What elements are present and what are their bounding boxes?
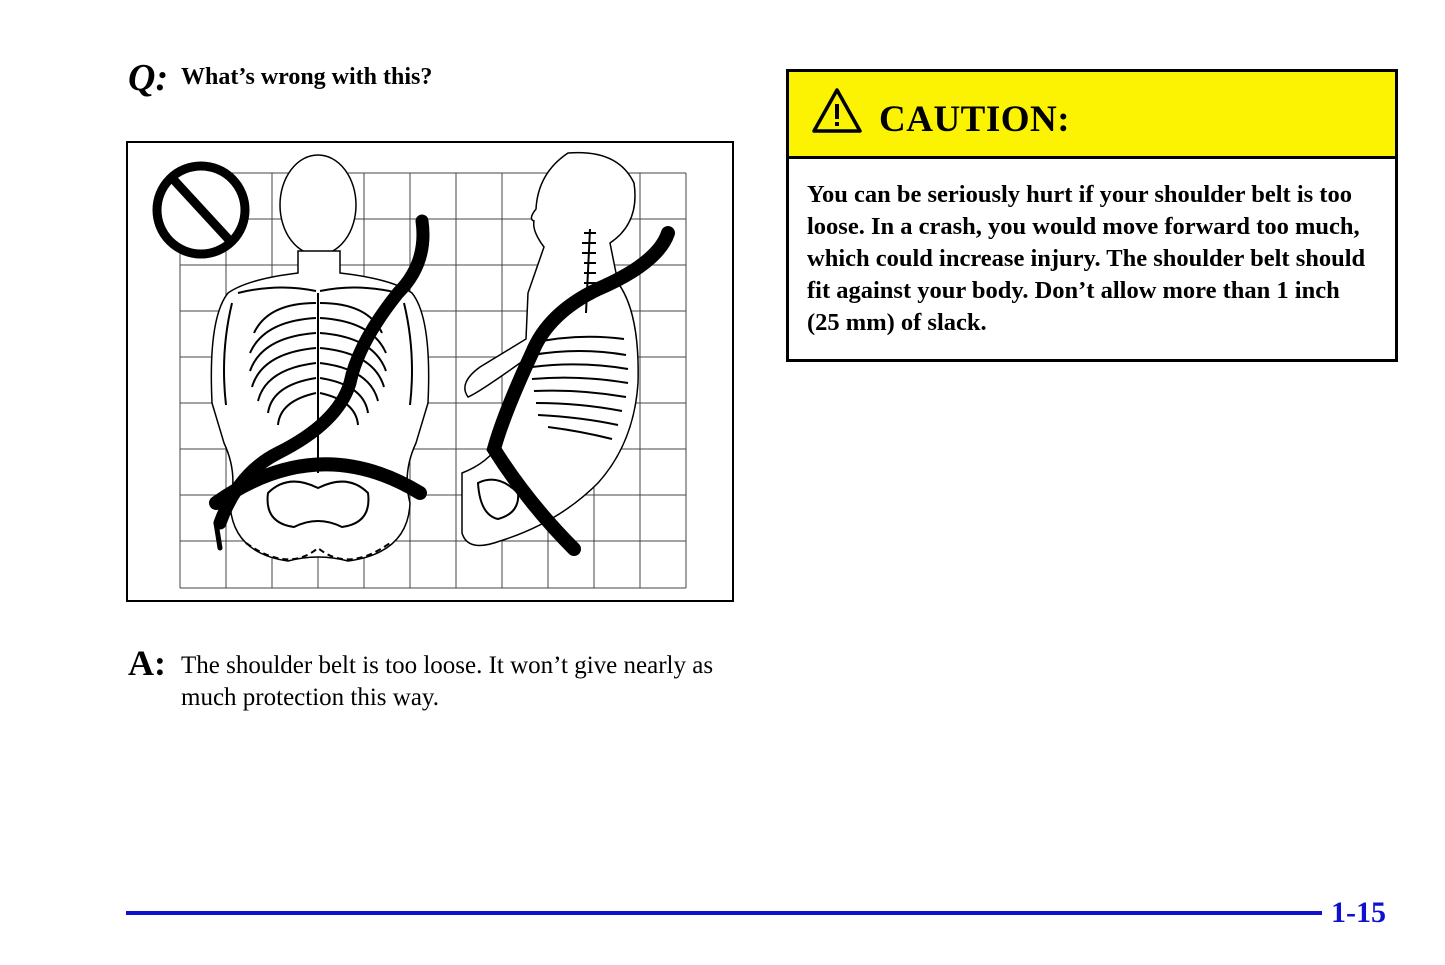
caution-header <box>789 72 1395 159</box>
caution-title: CAUTION: <box>879 99 1071 140</box>
footer-rule <box>126 911 1322 915</box>
page-number: 1-15 <box>1331 896 1386 929</box>
question-label: Q: <box>128 57 169 99</box>
question-text: What’s wrong with this? <box>181 64 433 90</box>
no-symbol-icon <box>157 166 245 254</box>
seat-belt-illustration <box>126 141 734 602</box>
answer-label: A: <box>128 643 166 683</box>
answer-text: The shoulder belt is too loose. It won’t give nearly as much protection this way. <box>181 652 714 711</box>
warning-triangle-icon <box>811 87 863 135</box>
caution-box <box>786 69 1398 362</box>
caution-text: You can be seriously hurt if your shoulder belt is too loose. In a crash, you would move forward too much, which could increase injury. The shoulder belt should fit against your body. Don’t allow more than 1 inch (25 mm) of slack. <box>807 181 1366 336</box>
